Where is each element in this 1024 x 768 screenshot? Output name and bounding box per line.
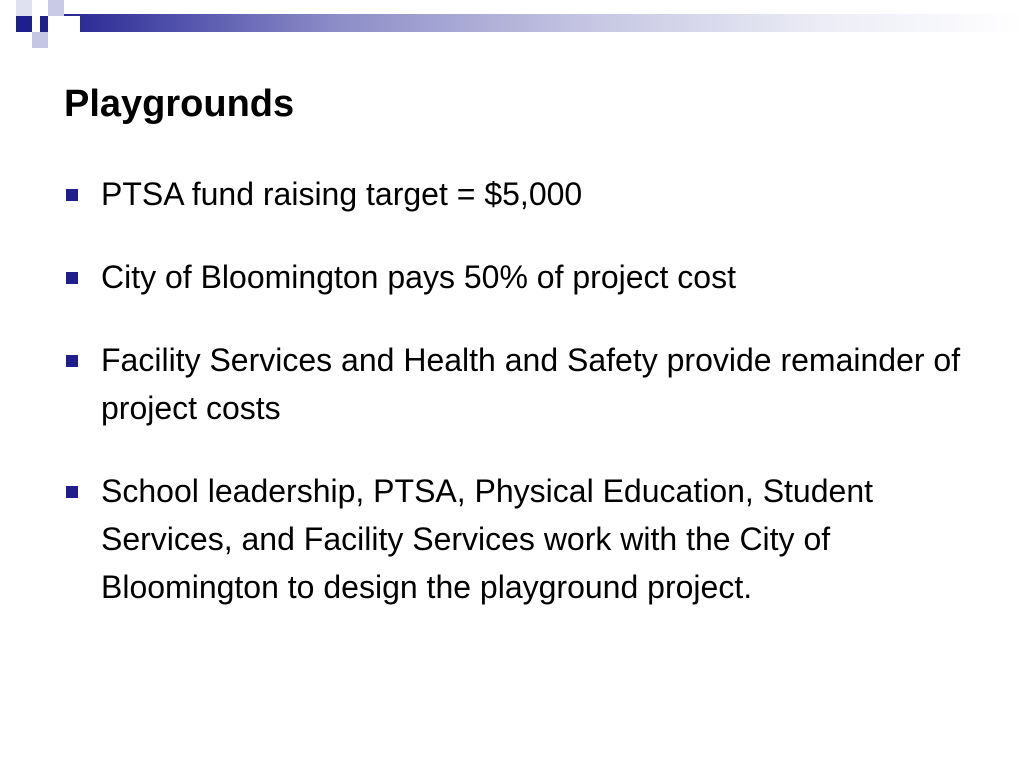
bullet-list <box>64 170 964 646</box>
slide-title: Playgrounds <box>64 83 295 125</box>
bullet-item <box>64 253 964 301</box>
header-gradient-bar <box>40 14 1024 32</box>
bullet-item <box>64 336 964 432</box>
square-bullet-icon <box>66 486 78 498</box>
header-decor-square <box>32 0 48 16</box>
header-decor-square <box>48 16 64 32</box>
bullet-text: PTSA fund raising target = $5,000 <box>101 176 583 212</box>
header-decor-square <box>0 32 16 48</box>
square-bullet-icon <box>66 355 78 367</box>
header-decor-square <box>64 16 80 32</box>
header-decor-square <box>48 0 64 16</box>
bullet-item <box>64 170 964 218</box>
square-bullet-icon <box>66 272 78 284</box>
header-decor-square <box>32 32 48 48</box>
header-decor-square <box>16 16 32 32</box>
square-bullet-icon <box>66 189 78 201</box>
header-decor-square <box>16 32 32 48</box>
bullet-text: School leadership, PTSA, Physical Education, Student Services, and Facility Services work with the City of Bloomington to design the playground project. <box>101 473 873 605</box>
bullet-text: City of Bloomington pays 50% of project cost <box>101 259 736 295</box>
bullet-item <box>64 467 964 611</box>
header-decor-square <box>16 0 32 16</box>
bullet-text: Facility Services and Health and Safety provide remainder of project costs <box>101 342 961 426</box>
